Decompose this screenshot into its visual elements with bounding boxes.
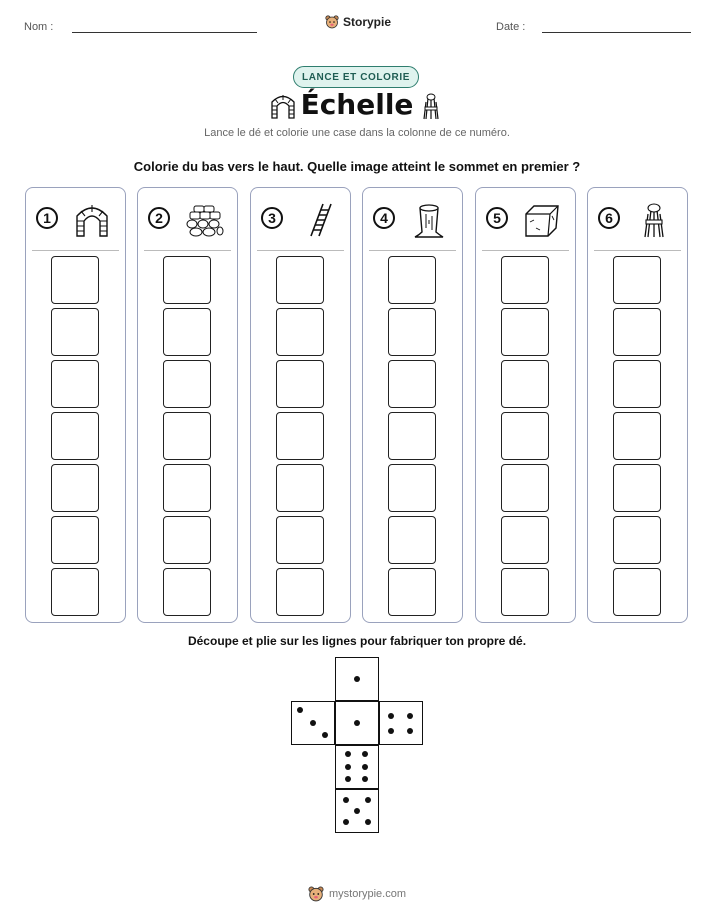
die-instruction: Découpe et plie sur les lignes pour fabriquer ton propre dé. xyxy=(187,634,527,648)
color-cell[interactable] xyxy=(51,256,99,304)
column-2 xyxy=(137,187,238,623)
color-cell[interactable] xyxy=(163,464,211,512)
color-cell[interactable] xyxy=(501,516,549,564)
die-pip xyxy=(343,797,349,803)
color-cell[interactable] xyxy=(388,516,436,564)
die-pip xyxy=(365,819,371,825)
color-cell[interactable] xyxy=(613,360,661,408)
column-1 xyxy=(25,187,126,623)
color-cell[interactable] xyxy=(388,568,436,616)
color-cell[interactable] xyxy=(501,568,549,616)
color-cell[interactable] xyxy=(388,256,436,304)
instruction: Colorie du bas vers le haut. Quelle image atteint le sommet en premier ? xyxy=(133,159,581,174)
column-header xyxy=(588,188,687,250)
column-number: 1 xyxy=(36,207,58,229)
column-header xyxy=(251,188,350,250)
die-pip xyxy=(362,776,368,782)
column-divider xyxy=(32,250,119,251)
color-cell[interactable] xyxy=(163,360,211,408)
color-cell[interactable] xyxy=(163,516,211,564)
column-6 xyxy=(587,187,688,623)
color-cell[interactable] xyxy=(388,412,436,460)
color-cell[interactable] xyxy=(388,360,436,408)
die-pip xyxy=(365,797,371,803)
color-cell[interactable] xyxy=(388,464,436,512)
stone-block-icon xyxy=(522,202,562,238)
die-face-1 xyxy=(335,657,379,701)
die-face-6 xyxy=(335,745,379,789)
color-cell[interactable] xyxy=(51,464,99,512)
die-pip xyxy=(343,819,349,825)
color-cell[interactable] xyxy=(388,308,436,356)
color-cell[interactable] xyxy=(276,568,324,616)
color-cell[interactable] xyxy=(613,412,661,460)
brand-name: Storypie xyxy=(343,15,392,29)
color-cell[interactable] xyxy=(163,308,211,356)
column-header xyxy=(363,188,462,250)
color-cell[interactable] xyxy=(51,568,99,616)
die-face-3 xyxy=(291,701,335,745)
column-3 xyxy=(250,187,351,623)
footer-url[interactable]: mystorypie.com xyxy=(328,888,407,900)
column-number: 2 xyxy=(148,207,170,229)
column-number: 3 xyxy=(261,207,283,229)
date-label: Date : xyxy=(496,21,526,33)
color-cell[interactable] xyxy=(51,412,99,460)
bear-icon xyxy=(325,15,339,29)
die-pip xyxy=(407,713,413,719)
page-title: Échelle xyxy=(300,88,414,121)
die-pip xyxy=(345,776,351,782)
column-number: 4 xyxy=(373,207,395,229)
name-line[interactable] xyxy=(72,32,257,33)
color-cell[interactable] xyxy=(276,308,324,356)
tree-stump-icon xyxy=(409,202,449,238)
column-divider xyxy=(144,250,231,251)
color-cell[interactable] xyxy=(163,412,211,460)
name-label: Nom : xyxy=(24,21,54,33)
column-5 xyxy=(475,187,576,623)
die-pip xyxy=(354,720,360,726)
die-face-5 xyxy=(335,789,379,833)
color-cell[interactable] xyxy=(276,412,324,460)
color-cell[interactable] xyxy=(613,308,661,356)
die-pip xyxy=(297,707,303,713)
activity-badge: LANCE ET COLORIE xyxy=(293,66,419,88)
stone-arch-icon xyxy=(72,202,112,238)
color-cell[interactable] xyxy=(613,256,661,304)
die-pip xyxy=(388,713,394,719)
column-divider xyxy=(257,250,344,251)
color-cell[interactable] xyxy=(276,516,324,564)
color-cell[interactable] xyxy=(501,412,549,460)
die-pip xyxy=(345,764,351,770)
die-pip xyxy=(345,751,351,757)
color-cell[interactable] xyxy=(163,568,211,616)
wheat-bundle-icon xyxy=(634,202,674,238)
die-pip xyxy=(407,728,413,734)
color-cell[interactable] xyxy=(613,516,661,564)
brand-logo xyxy=(325,15,391,29)
date-line[interactable] xyxy=(542,32,691,33)
die-pip xyxy=(322,732,328,738)
column-header xyxy=(26,188,125,250)
ladder-icon xyxy=(297,202,337,238)
color-cell[interactable] xyxy=(276,464,324,512)
column-header xyxy=(138,188,237,250)
color-cell[interactable] xyxy=(51,360,99,408)
wheat-bundle-icon xyxy=(420,92,442,120)
color-cell[interactable] xyxy=(501,360,549,408)
column-header xyxy=(476,188,575,250)
subtitle: Lance le dé et colorie une case dans la colonne de ce numéro. xyxy=(204,127,510,139)
column-divider xyxy=(369,250,456,251)
die-pip xyxy=(354,808,360,814)
color-cell[interactable] xyxy=(613,568,661,616)
die-face-1 xyxy=(335,701,379,745)
column-number: 6 xyxy=(598,207,620,229)
color-cell[interactable] xyxy=(51,516,99,564)
die-pip xyxy=(388,728,394,734)
footer xyxy=(0,886,714,902)
stone-pile-icon xyxy=(184,202,224,238)
die-face-4 xyxy=(379,701,423,745)
color-cell[interactable] xyxy=(163,256,211,304)
color-cell[interactable] xyxy=(276,360,324,408)
color-cell[interactable] xyxy=(276,256,324,304)
die-pip xyxy=(362,764,368,770)
color-cell[interactable] xyxy=(501,464,549,512)
color-cell[interactable] xyxy=(613,464,661,512)
color-cell[interactable] xyxy=(51,308,99,356)
column-divider xyxy=(482,250,569,251)
die-pip xyxy=(354,676,360,682)
color-cell[interactable] xyxy=(501,308,549,356)
color-cell[interactable] xyxy=(501,256,549,304)
column-number: 5 xyxy=(486,207,508,229)
column-divider xyxy=(594,250,681,251)
column-4 xyxy=(362,187,463,623)
die-pip xyxy=(362,751,368,757)
bear-icon xyxy=(308,886,324,902)
die-pip xyxy=(310,720,316,726)
